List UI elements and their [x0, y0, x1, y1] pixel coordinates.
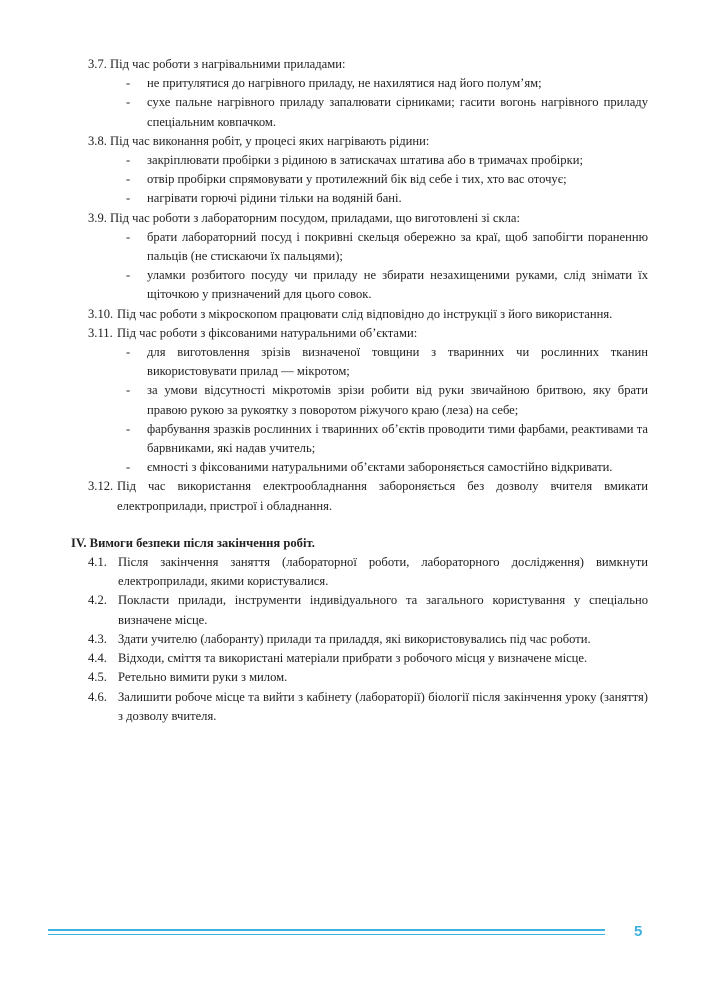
- bullet-list: [88, 228, 648, 305]
- page-number: 5: [634, 923, 643, 940]
- bullet-list: [88, 343, 648, 477]
- clause-item: [88, 477, 648, 515]
- bullet-item: - отвір пробірки спрямовувати у протилежний бік від себе і тих, хто вас оточує;: [88, 170, 648, 189]
- clause-text: Залишити робоче місце та вийти з кабінету (лабораторії) біології після закінчення уроку (заняття) з дозволу вчителя.: [118, 689, 648, 723]
- clause-text: Здати учителю (лаборанту) прилади та приладдя, які використовувались під час роботи.: [118, 631, 591, 646]
- bullet-item: - за умови відсутності мікротомів зрізи робити від руки звичайною бритвою, яку брати правою рукою за рукоятку з поворотом ріжучого краю (леза) на себе;: [88, 381, 648, 419]
- clause-text: Після закінчення заняття (лабораторної роботи, лабораторного дослідження) вимкнути електроприлади, якими користувалися.: [118, 555, 648, 589]
- clause-item: [88, 55, 648, 74]
- clause-item: [88, 688, 648, 726]
- clause-number: 3.11.: [88, 325, 113, 340]
- section-4-items: [88, 553, 648, 726]
- clause-text: Під час роботи з нагрівальними приладами:: [110, 57, 346, 71]
- clause-item: [88, 553, 648, 591]
- clause-number: 4.3.: [88, 631, 107, 646]
- clause-text: Під час роботи з фіксованими натуральними об’єктами:: [117, 325, 418, 340]
- bullet-item: - для виготовлення зрізів визначеної товщини з тваринних чи рослинних тканин використовувати прилад — мікротом;: [88, 343, 648, 381]
- footer-rule: [48, 929, 605, 931]
- clause-item: [88, 668, 648, 687]
- clause-text: Під час роботи з мікроскопом працювати слід відповідно до інструкції з його використання.: [117, 306, 613, 321]
- bullet-item: - ємності з фіксованими натуральними об’єктами забороняється самостійно відкривати.: [88, 458, 648, 477]
- clause-number: 4.1.: [88, 555, 107, 570]
- clause-number: 3.9.: [88, 210, 107, 225]
- instructions-text: [71, 55, 648, 726]
- clause-item: [88, 324, 648, 343]
- clause-item: [88, 649, 648, 668]
- section-4-heading: IV. Вимоги безпеки після закінчення робіт.: [71, 535, 315, 550]
- clause-item: [88, 591, 648, 629]
- clause-number: 4.4.: [88, 651, 107, 666]
- bullet-item: - сухе пальне нагрівного приладу запалювати сірниками; гасити вогонь нагрівного приладу спеціальним ковпачком.: [88, 93, 648, 131]
- bullet-item: - брати лабораторний посуд і покривні скельця обережно за краї, щоб запобігти пораненню пальців (не стискаючи їх пальцями);: [88, 228, 648, 266]
- clause-text: Ретельно вимити руки з милом.: [118, 670, 288, 685]
- clause-number: 4.2.: [88, 593, 107, 608]
- footer-rule-thin: [48, 934, 605, 935]
- bullet-item: - уламки розбитого посуду чи приладу не збирати незахищеними руками, слід знімати їх щіточкою у призначений для цього совок.: [88, 266, 648, 304]
- clause-number: 3.12.: [88, 479, 114, 494]
- clause-text: Покласти прилади, інструменти індивідуального та загального користування у спеціально визначене місце.: [118, 593, 648, 627]
- clause-number: 4.6.: [88, 689, 107, 704]
- clause-text: Під час виконання робіт, у процесі яких нагрівають рідини:: [110, 133, 430, 148]
- clause-number: 3.7.: [88, 57, 107, 71]
- clause-number: 4.5.: [88, 670, 107, 685]
- bullet-list: [88, 74, 648, 132]
- bullet-item: - закріплювати пробірки з рідиною в затискачах штатива або в тримачах пробірки;: [88, 151, 648, 170]
- bullet-item: - фарбування зразків рослинних і тваринних об’єктів проводити тими фарбами, реактивами та барвниками, які надав учитель;: [88, 420, 648, 458]
- clause-item: [88, 132, 648, 151]
- clause-text: Під час використання електрообладнання забороняється без дозволу вчителя вмикати електроприлади, пристрої і обладнання.: [117, 479, 648, 513]
- clause-item: [88, 209, 648, 228]
- clause-text: Під час роботи з лабораторним посудом, приладами, що виготовлені зі скла:: [110, 210, 520, 225]
- clause-text: Відходи, сміття та використані матеріали прибрати з робочого місця у визначене місце.: [118, 651, 588, 666]
- section-3-items: [88, 55, 648, 516]
- bullet-list: [88, 151, 648, 209]
- clause-number: 3.8.: [88, 133, 107, 148]
- bullet-item: - не притулятися до нагрівного приладу, не нахилятися над його полум’ям;: [88, 74, 648, 93]
- bullet-item: - нагрівати горючі рідини тільки на водяній бані.: [88, 189, 648, 208]
- clause-item: [88, 305, 648, 324]
- clause-item: [88, 630, 648, 649]
- clause-number: 3.10.: [88, 306, 114, 321]
